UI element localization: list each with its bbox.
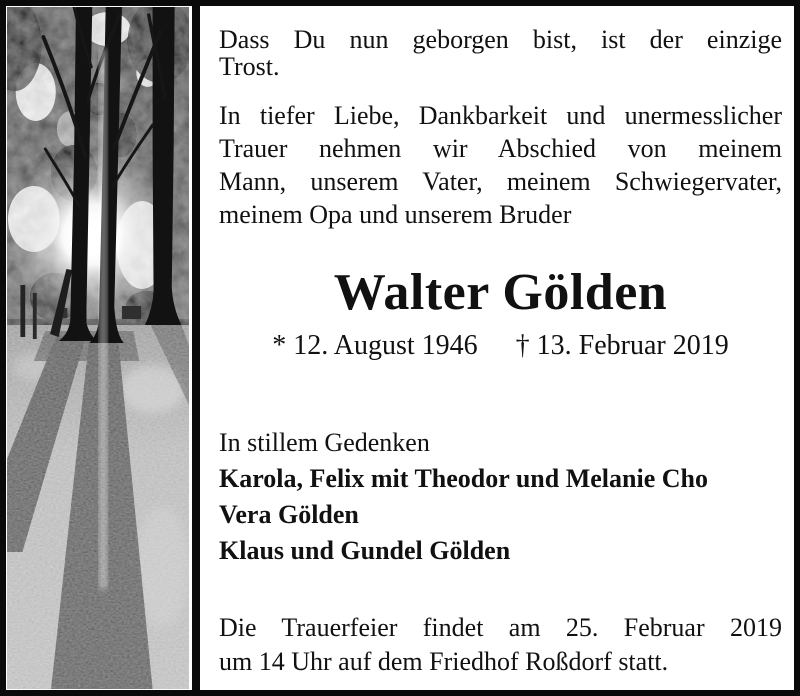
funeral-line: um 14 Uhr auf dem Friedhof Roßdorf statt.	[219, 647, 669, 676]
announcement	[219, 99, 782, 231]
announcement-line: Mann, unserem Vater, meinem Schwiegervater,	[219, 167, 782, 196]
memoriam-block	[219, 425, 782, 569]
announcement-line: In tiefer Liebe, Dankbarkeit und unermesslicher	[219, 101, 782, 130]
park-photo-graphic	[7, 7, 189, 689]
death-date: † 13. Februar 2019	[515, 330, 729, 361]
mourner-line: Vera Gölden	[219, 500, 359, 529]
funeral-info	[219, 611, 782, 679]
memoriam-heading: In stillem Gedenken	[219, 428, 430, 457]
epigraph-line: Trost.	[219, 52, 280, 81]
funeral-line: Die Trauerfeier findet am 25. Februar 2019	[219, 613, 782, 642]
birth-date: * 12. August 1946	[272, 330, 478, 361]
obituary-text-panel	[200, 6, 794, 690]
deceased-name: Walter Gölden	[333, 264, 668, 321]
mourner-line: Klaus und Gundel Gölden	[219, 536, 511, 565]
mourner-line: Karola, Felix mit Theodor und Melanie Cho	[219, 464, 708, 493]
epigraph	[219, 26, 782, 80]
announcement-line: Trauer nehmen wir Abschied von meinem	[219, 134, 782, 163]
epigraph-line: Dass Du nun geborgen bist, ist der einzige	[219, 25, 782, 54]
life-dates	[219, 329, 782, 363]
memorial-photo	[6, 6, 200, 690]
announcement-line: meinem Opa und unserem Bruder	[219, 200, 572, 229]
